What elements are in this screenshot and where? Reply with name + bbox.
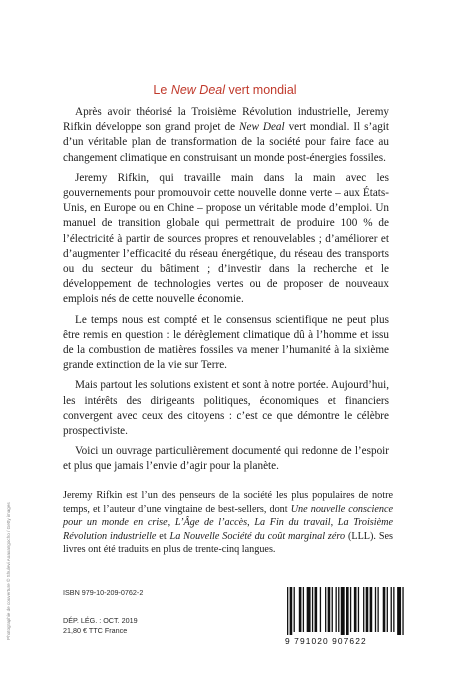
- italic-title: La Fin du travail: [254, 517, 331, 529]
- barcode-bar: [383, 587, 386, 632]
- barcode-bar: [294, 587, 295, 632]
- barcode-bar: [363, 587, 364, 632]
- isbn-barcode: [285, 587, 407, 647]
- barcode-bar: [358, 587, 359, 632]
- barcode-bars: [285, 587, 407, 635]
- barcode-bar: [338, 587, 339, 632]
- text-run: Après avoir théorisé la Troisième Révolution industrielle, Jeremy Rifkin développe son grand projet de: [63, 106, 389, 134]
- barcode-bar: [287, 587, 288, 635]
- back-cover-pitch: [63, 105, 389, 480]
- publication-info: [63, 588, 183, 636]
- pitch-paragraph: [63, 444, 389, 474]
- text-run: Jeremy Rifkin, qui travaille main dans la main avec les gouvernements pour promouvoir cette nouvelle donne verte – aux États-Unis, en Europe ou en Chine – propose un véritable mode d’emploi. Un manuel de transition globale qui permettrait de produire 100 % de l’électricité à partir de sources propres et renouvelables ; d’améliorer et d’augmenter l’efficacité du réseau énergétique, du réseau des transports ou du secteur du bâtiment ; d’investir dans la recherche et le développement de technologies vertes ou de proposer de nouveaux emplois nés de cette nouvelle économie.: [63, 171, 389, 306]
- legal-deposit-text: DÉP. LÉG. : OCT. 2019: [63, 616, 138, 625]
- barcode-bar: [370, 587, 373, 632]
- barcode-bar: [328, 587, 331, 632]
- barcode-bar: [320, 587, 321, 632]
- pitch-paragraph: [63, 105, 389, 166]
- text-run: et: [156, 530, 170, 542]
- barcode-bar: [336, 587, 337, 632]
- italic-title: Une nouvelle conscience pour un monde en crise: [63, 503, 393, 529]
- page-title: [0, 83, 450, 97]
- text-run: (LLL). Ses livres ont été traduits en plus de trente-cinq langues.: [63, 530, 393, 556]
- title-suffix: vert mondial: [225, 83, 297, 98]
- barcode-bar: [391, 587, 392, 632]
- price-text: 21,80 € TTC France: [63, 626, 128, 635]
- text-run: Le temps nous est compté et le consensus scientifique ne peut plus être remis en question : le dérèglement climatique dû à l’homme et issu de la combustion de matières fossiles va mener l’humanité à la sixième grande extinction de la vie sur Terre.: [63, 313, 389, 372]
- pitch-paragraph: [63, 313, 389, 374]
- title-prefix: Le: [153, 83, 171, 98]
- text-run: Jeremy Rifkin est l’un des penseurs de la société les plus populaires de notre temps, et l’auteur d’une vingtaine de best-sellers, dont: [63, 490, 393, 515]
- barcode-digits: 9 791020 907622: [285, 636, 367, 646]
- italic-title: La Troisième Révolution industrielle: [63, 517, 394, 542]
- barcode-bar: [397, 587, 401, 635]
- photo-credit: Photographie de couverture © Shulevi Aoaxangocho / Getty images: [6, 502, 11, 640]
- barcode-bar: [299, 587, 302, 632]
- pitch-paragraph: [63, 171, 389, 308]
- text-run: vert mondial. Il s’agit d’un véritable plan de transformation de la société pour faire face au changement climatique en construisant un monde post-énergies fossiles.: [63, 121, 390, 164]
- barcode-bar: [325, 587, 326, 632]
- text-run: Voici un ouvrage particulièrement documenté qui redonne de l’espoir et plus que jamais l’envie d’agir pour la planète.: [63, 445, 389, 473]
- barcode-bar: [346, 587, 349, 635]
- pitch-paragraph: [63, 378, 389, 439]
- barcode-bar: [387, 587, 388, 632]
- italic-title: La Nouvelle Société du coût marginal zéro: [169, 530, 346, 542]
- title-emphasis: New Deal: [170, 83, 225, 98]
- italic-title: L’Âge de l’accès: [174, 517, 248, 529]
- barcode-bar: [307, 587, 311, 632]
- barcode-bar: [377, 587, 378, 632]
- barcode-bar: [354, 587, 357, 632]
- text-run: Mais partout les solutions existent et sont à notre portée. Aujourd’hui, les intérêts des dirigeants politiques, économiques et financiers convergent avec ceux des citoyens : c’est ce que démontre le célèbre prospectiviste.: [63, 379, 389, 438]
- text-run: ,: [167, 517, 175, 529]
- barcode-bar: [312, 587, 313, 632]
- text-run: ,: [330, 517, 338, 529]
- isbn-text: ISBN 979-10-209-0762-2: [63, 588, 144, 597]
- italic-title: New Deal: [239, 121, 285, 134]
- barcode-bar: [341, 587, 345, 635]
- barcode-bar: [393, 587, 394, 632]
- barcode-bar: [290, 587, 293, 635]
- barcode-bar: [315, 587, 318, 632]
- author-bio-paragraph: [63, 489, 393, 557]
- barcode-bar: [332, 587, 333, 632]
- barcode-bar: [402, 587, 403, 635]
- text-run: ,: [247, 517, 255, 529]
- barcode-bar: [366, 587, 369, 632]
- barcode-bar: [375, 587, 376, 632]
- author-bio: [63, 489, 393, 557]
- barcode-bar: [350, 587, 351, 632]
- barcode-bar: [303, 587, 304, 632]
